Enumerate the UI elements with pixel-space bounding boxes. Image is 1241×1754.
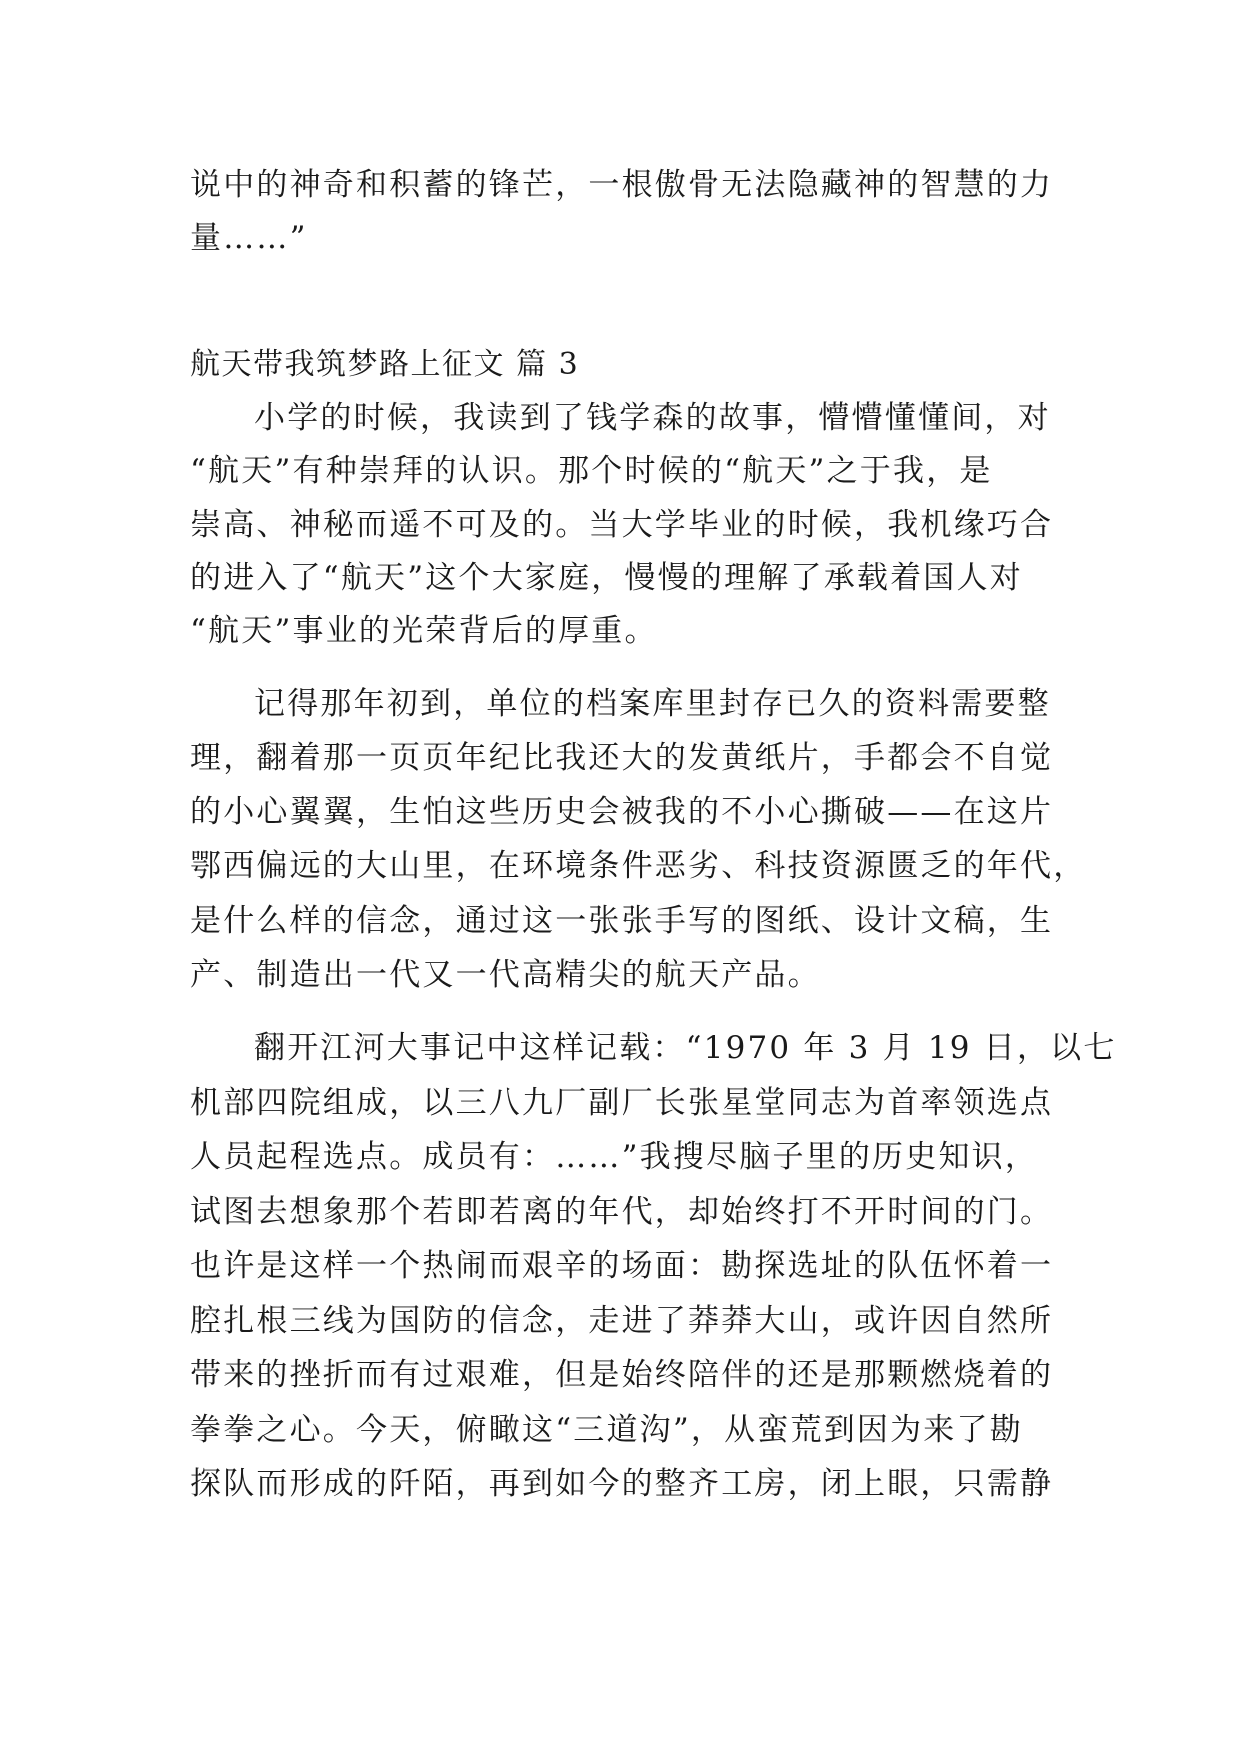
text-line: 腔扎根三线为国防的信念，走进了莽莽大山，或许因自然所: [190, 1303, 1054, 1339]
text-line: 理，翻着那一页页年纪比我还大的发黄纸片，手都会不自觉: [190, 740, 1054, 776]
text-line: 是什么样的信念，通过这一张张手写的图纸、设计文稿，生: [190, 903, 1054, 939]
section-title: 航天带我筑梦路上征文 篇 3: [190, 347, 580, 382]
text-line: 翻开江河大事记中这样记载：“1970 年 3 月 19 日，以七: [254, 1030, 1117, 1066]
text-line: 鄂西偏远的大山里，在环境条件恶劣、科技资源匮乏的年代，: [190, 848, 1087, 884]
text-line: 探队而形成的阡陌，再到如今的整齐工房，闭上眼，只需静: [190, 1466, 1054, 1502]
text-line: 拳拳之心。今天，俯瞰这“三道沟”，从蛮荒到因为来了勘: [190, 1412, 1023, 1448]
text-line: 产、制造出一代又一代高精尖的航天产品。: [190, 957, 821, 993]
text-line: 崇高、神秘而遥不可及的。当大学毕业的时候，我机缘巧合: [190, 507, 1054, 543]
text-line: 记得那年初到，单位的档案库里封存已久的资料需要整: [254, 686, 1051, 722]
text-line: 带来的挫折而有过艰难，但是始终陪伴的还是那颗燃烧着的: [190, 1357, 1054, 1393]
text-line: 机部四院组成，以三八九厂副厂长张星堂同志为首率领选点: [190, 1085, 1054, 1121]
text-line: 人员起程选点。成员有：……”我搜尽脑子里的历史知识，: [190, 1139, 1039, 1175]
text-line: “航天”事业的光荣背后的厚重。: [190, 613, 658, 649]
text-line: 试图去想象那个若即若离的年代，却始终打不开时间的门。: [190, 1194, 1054, 1230]
text-line: 的进入了“航天”这个大家庭，慢慢的理解了承载着国人对: [190, 560, 1023, 596]
text-line: 说中的神奇和积蓄的锋芒，一根傲骨无法隐藏神的智慧的力: [190, 167, 1054, 203]
text-line: 的小心翼翼，生怕这些历史会被我的不小心撕破——在这片: [190, 794, 1054, 830]
text-line: 量……”: [190, 220, 308, 256]
text-line: 也许是这样一个热闹而艰辛的场面：勘探选址的队伍怀着一: [190, 1248, 1054, 1284]
text-line: 小学的时候，我读到了钱学森的故事，懵懵懂懂间，对: [254, 400, 1051, 436]
text-line: “航天”有种崇拜的认识。那个时候的“航天”之于我，是: [190, 453, 993, 489]
